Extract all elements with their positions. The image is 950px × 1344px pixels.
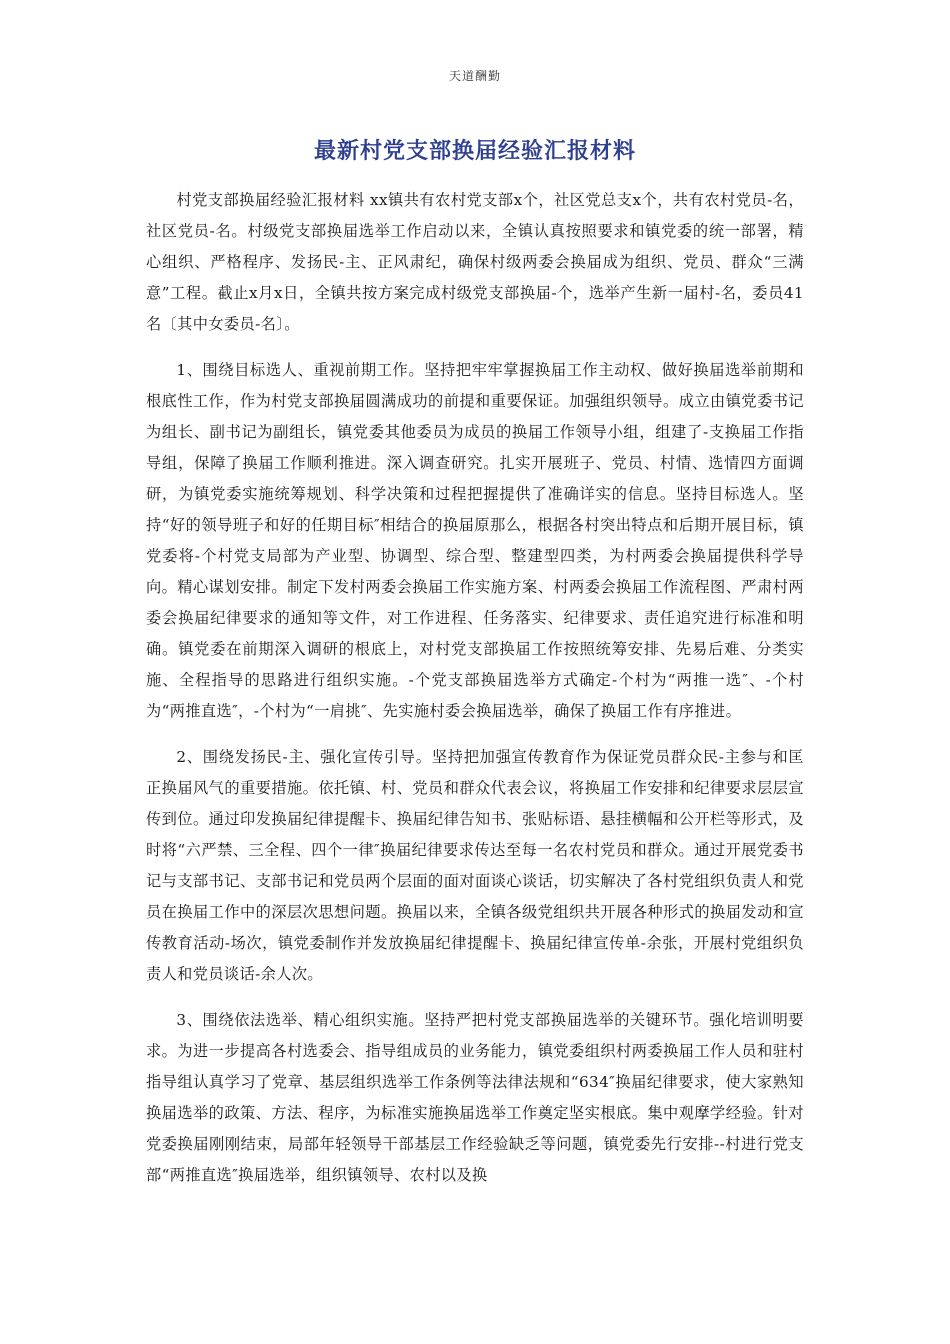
paragraph-intro: 村党支部换届经验汇报材料 xx镇共有农村党支部x个，社区党总支x个，共有农村党员-名，社区党员-名。村级党支部换届选举工作启动以来，全镇认真按照要求和镇党委的统一部署，精心组织、严格程序、发扬民-主、正风肃纪，确保村级两委会换届成为组织、党员、群众“三满意”工程。截止x月x日，全镇共按方案完成村级党支部换届-个，选举产生新一届村-名，委员41名〔其中女委员-名〕。	[146, 191, 804, 333]
header-note: 天道酬勤	[448, 69, 501, 83]
paragraph-section-2: 2、围绕发扬民-主、强化宣传引导。坚持把加强宣传教育作为保证党员群众民-主参与和匡正换届风气的重要措施。依托镇、村、党员和群众代表会议，将换届工作安排和纪律要求层层宣传到位。通过印发换届纪律提醒卡、换届纪律告知书、张贴标语、悬挂横幅和公开栏等形式，及时将“六严禁、三全程、四个一律″换届纪律要求传达至每一名农村党员和群众。通过开展党委书记与支部书记、支部书记和党员两个层面的面对面谈心谈话，切实解决了各村党组织负责人和党员在换届工作中的深层次思想问题。换届以来，全镇各级党组织共开展各种形式的换届发动和宣传教育活动-场次，镇党委制作并发放换届纪律提醒卡、换届纪律宣传单-余张，开展村党组织负责人和党员谈话-余人次。	[146, 748, 804, 983]
document-body	[146, 185, 804, 1206]
paragraph-section-3: 3、围绕依法选举、精心组织实施。坚持严把村党支部换届选举的关键环节。强化培训明要求。为进一步提高各村选委会、指导组成员的业务能力，镇党委组织村两委换届工作人员和驻村指导组认真学习了党章、基层组织选举工作条例等法律法规和“634″换届纪律要求，使大家熟知换届选举的政策、方法、程序，为标准实施换届选举工作奠定坚实根底。集中观摩学经验。针对党委换届刚刚结束，局部年轻领导干部基层工作经验缺乏等问题，镇党委先行安排--村进行党支部“两推直选″换届选举，组织镇领导、农村以及换	[146, 1011, 804, 1184]
paragraph-section-1: 1、围绕目标选人、重视前期工作。坚持把牢牢掌握换届工作主动权、做好换届选举前期和根底性工作，作为村党支部换届圆满成功的前提和重要保证。加强组织领导。成立由镇党委书记为组长、副书记为副组长，镇党委其他委员为成员的换届工作领导小组，组建了-支换届工作指导组，保障了换届工作顺利推进。深入调查研究。扎实开展班子、党员、村情、选情四方面调研，为镇党委实施统筹规划、科学决策和过程把握提供了准确详实的信息。坚持目标选人。坚持“好的领导班子和好的任期目标″相结合的换届原那么，根据各村突出特点和后期开展目标，镇党委将-个村党支局部为产业型、协调型、综合型、整建型四类，为村两委会换届提供科学导向。精心谋划安排。制定下发村两委会换届工作实施方案、村两委会换届工作流程图、严肃村两委会换届纪律要求的通知等文件，对工作进程、任务落实、纪律要求、责任追究进行标准和明确。镇党委在前期深入调研的根底上，对村党支部换届工作按照统筹安排、先易后难、分类实施、全程指导的思路进行组织实施。-个党支部换届选举方式确定-个村为“两推一选″、-个村为“两推直选″，-个村为“一肩挑″、先实施村委会换届选举，确保了换届工作有序推进。	[146, 361, 804, 720]
document-title: 最新村党支部换届经验汇报材料	[313, 139, 636, 164]
